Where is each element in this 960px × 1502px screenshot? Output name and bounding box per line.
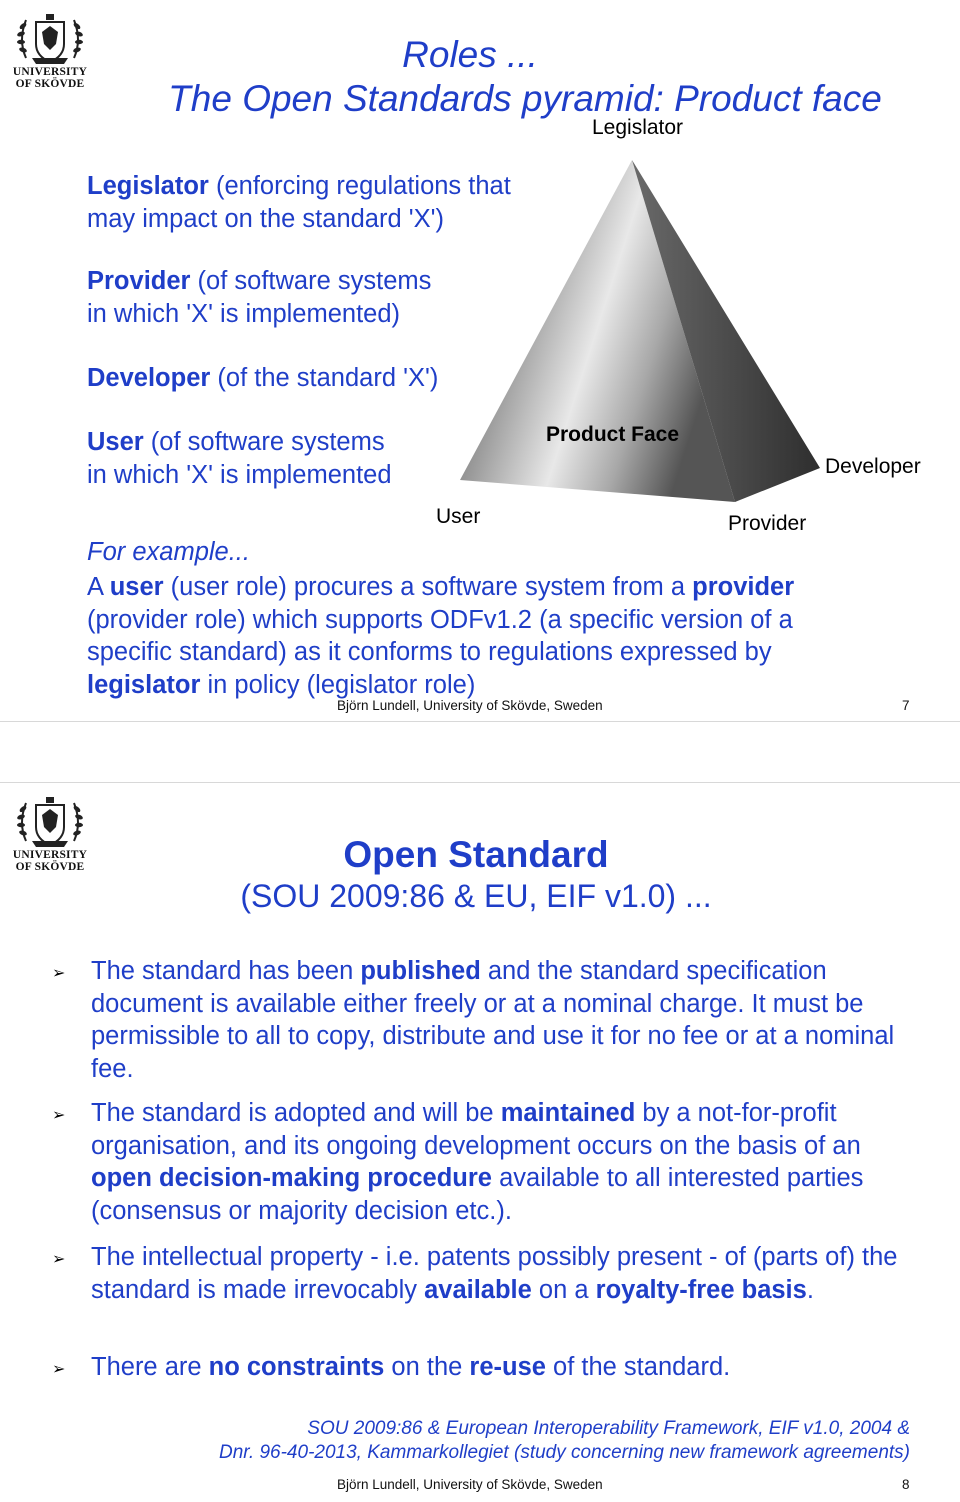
bullet-arrow-icon: ➢ (52, 1251, 66, 1268)
text-run: A (87, 573, 110, 601)
text-run: The standard has been (91, 957, 361, 985)
text-strong: re-use (469, 1353, 546, 1381)
role-name: Legislator (87, 172, 209, 200)
bullet-reuse (91, 1351, 911, 1384)
role-desc: (of software systems (143, 428, 385, 456)
pyramid-label-user: User (436, 505, 481, 528)
footer-author: Björn Lundell, University of Skövde, Sweden (337, 1477, 603, 1492)
slide-title: Open Standard (343, 834, 609, 875)
bullet-maintained (91, 1097, 911, 1227)
example-heading: For example... (87, 538, 250, 566)
university-logo (12, 793, 88, 875)
text-run: The standard is adopted and will be (91, 1099, 501, 1127)
text-run: There are (91, 1353, 209, 1381)
text-run: on the (384, 1353, 470, 1381)
text-strong: open decision-making procedure (91, 1164, 492, 1192)
text-line: specific standard) as it conforms to regulations expressed by (87, 638, 772, 666)
text-run: . (806, 1275, 814, 1304)
role-name: User (87, 428, 144, 456)
role-desc-line2: in which 'X' is implemented) (87, 299, 401, 328)
role-user (87, 426, 392, 491)
role-provider (87, 265, 431, 330)
text-strong: provider (692, 573, 795, 601)
text-run: (user role) procures a software system from a (163, 573, 693, 601)
title-line2: The Open Standards pyramid: Product face (168, 78, 882, 119)
reference-line1: SOU 2009:86 & European Interoperability Framework, EIF v1.0, 2004 & (307, 1418, 910, 1439)
text-line: (provider role) which supports ODFv1.2 (a specific version of a (87, 605, 793, 634)
logo-text-line1: UNIVERSITY (12, 66, 88, 78)
page-number: 7 (902, 698, 910, 713)
example-text (87, 571, 917, 701)
role-name: Developer (87, 364, 211, 392)
pyramid-label-legislator: Legislator (592, 116, 684, 139)
text-strong: published (360, 957, 481, 985)
text-strong: royalty-free basis (595, 1275, 807, 1304)
logo-text-line1: UNIVERSITY (12, 849, 88, 861)
role-desc: (of the standard 'X') (210, 364, 439, 392)
text-strong: maintained (500, 1099, 636, 1127)
role-legislator (87, 170, 511, 235)
text-run: and the standard specification document is available either freely or at a nominal charge. It must be permissible to all to copy, distribute and use it for no fee or at a nominal fee. (91, 957, 895, 1083)
slide-title (150, 33, 950, 121)
bullet-arrow-icon: ➢ (52, 1107, 66, 1124)
text-strong: no constraints (208, 1353, 385, 1381)
university-seal-icon (12, 793, 88, 849)
text-run: available to all interested parties (consensus or majority decision etc.). (91, 1164, 864, 1225)
bullet-published (91, 955, 911, 1085)
slide-open-standard (0, 782, 960, 1502)
role-desc-line2: may impact on the standard 'X') (87, 204, 444, 233)
logo-text-line2: OF SKÖVDE (15, 78, 85, 90)
reference-line2: Dnr. 96-40-2013, Kammarkollegiet (study concerning new framework agreements) (219, 1442, 910, 1463)
pyramid-label-product-face: Product Face (546, 423, 680, 446)
university-logo (12, 10, 88, 92)
role-developer (87, 362, 438, 395)
text-strong: available (424, 1275, 532, 1304)
slide-roles (0, 0, 960, 722)
pyramid-label-provider: Provider (728, 512, 807, 535)
bullet-ip (91, 1241, 911, 1306)
university-name (12, 849, 88, 873)
bullet-arrow-icon: ➢ (52, 1361, 66, 1378)
logo-text-line2: OF SKÖVDE (15, 861, 85, 873)
text-run: by a not-for-profit organisation, and its ongoing development occurs on the basis of an (91, 1099, 861, 1160)
text-run: in policy (legislator role) (200, 670, 476, 699)
pyramid-label-developer: Developer (825, 455, 921, 478)
footer-author: Björn Lundell, University of Skövde, Sweden (337, 698, 603, 713)
text-strong: legislator (87, 670, 201, 699)
slide-subtitle: (SOU 2009:86 & EU, EIF v1.0) ... (240, 878, 712, 914)
university-name (12, 66, 88, 90)
role-desc-line2: in which 'X' is implemented (87, 460, 392, 489)
role-desc: (of software systems (190, 267, 432, 295)
text-run: of the standard. (545, 1353, 731, 1381)
title-line1: Roles ... (402, 34, 538, 75)
page-number: 8 (902, 1477, 910, 1492)
text-run: on a (531, 1275, 596, 1304)
university-seal-icon (12, 10, 88, 66)
text-run: The intellectual property - i.e. patents possibly present - of (parts of) the standard is made irrevocably (91, 1243, 898, 1304)
role-name: Provider (87, 267, 191, 295)
bullet-arrow-icon: ➢ (52, 965, 66, 982)
text-strong: user (109, 573, 164, 601)
role-desc: (enforcing regulations that (208, 172, 511, 200)
